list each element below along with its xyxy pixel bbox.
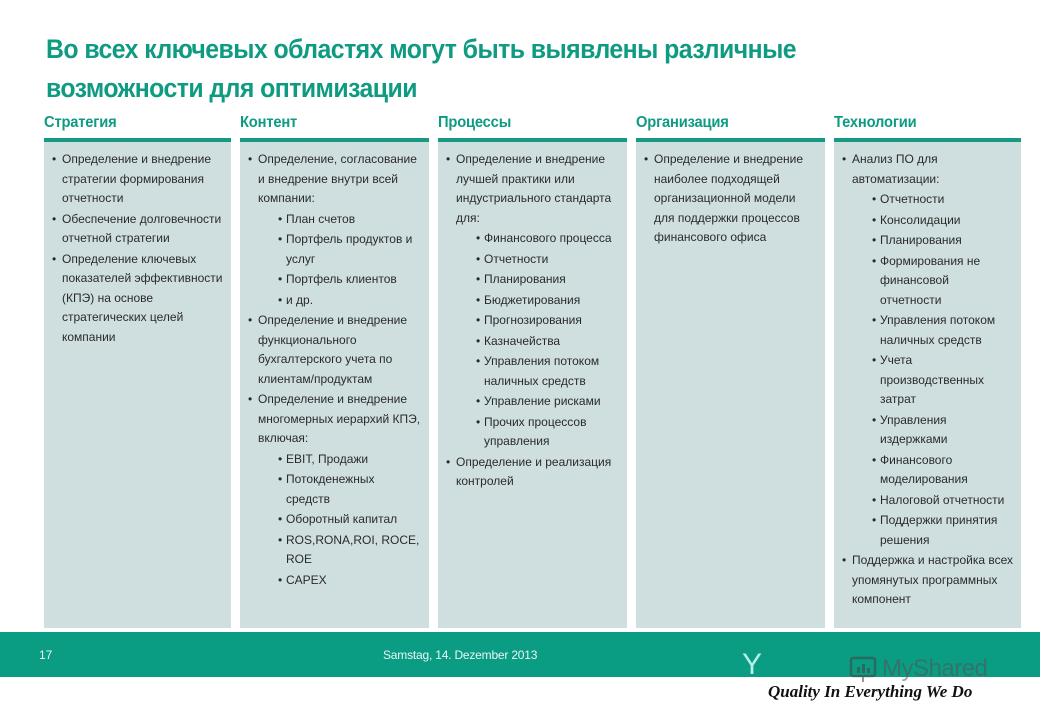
list-item-text: Бюджетирования: [484, 292, 581, 307]
list-item-text: Налоговой отчетности: [880, 492, 1005, 507]
list-item: [52, 150, 223, 209]
list-item-text: Определение и внедрение наиболее подходящей организационной модели для поддержки процессов финансового офиса: [654, 152, 804, 244]
bullet-icon: •: [52, 152, 57, 166]
bullet-icon: •: [872, 452, 877, 467]
bullet-icon: •: [476, 292, 481, 307]
list-item-text: ROS,RONA,ROI, ROCE, ROE: [286, 532, 420, 566]
sub-list-item: [842, 311, 1013, 350]
list-item-text: Управления потоком наличных средств: [880, 313, 996, 347]
list-item-text: Обеспечение долговечности отчетной стратегии: [62, 211, 222, 245]
watermark-text: MyShared: [882, 655, 988, 682]
list-item-text: Определение, согласование и внедрение внутри всей компании:: [258, 152, 417, 205]
sub-list-item: [842, 511, 1013, 550]
sub-list-item: [248, 210, 421, 230]
logo-mark: Y: [742, 648, 763, 681]
sub-list-item: [446, 229, 619, 249]
sub-list-item: [446, 392, 619, 412]
list-item-text: Определение и внедрение многомерных иерархий КПЭ, включая:: [258, 392, 421, 445]
list-item: [644, 150, 817, 248]
bullet-icon: •: [446, 152, 451, 166]
column-heading: Технологии: [834, 114, 917, 131]
sub-list-item: [446, 413, 619, 452]
column-technologies: [834, 112, 1021, 628]
bullet-icon: •: [872, 353, 877, 367]
list-item-text: EBIT, Продажи: [286, 451, 369, 466]
list-item: [446, 150, 619, 228]
list-item-text: Формирования не финансовой отчетности: [880, 253, 981, 307]
bullet-icon: •: [872, 492, 877, 507]
sub-list-item: [446, 352, 619, 391]
watermark: [848, 655, 987, 683]
list-item-text: Финансового моделирования: [880, 452, 968, 486]
column-heading: Стратегия: [44, 114, 117, 131]
bullet-icon: •: [476, 333, 481, 348]
column-heading: Контент: [240, 114, 298, 131]
bullet-icon: •: [278, 211, 283, 226]
list-item-text: и др.: [286, 292, 314, 307]
list-item: [248, 311, 421, 389]
bullet-icon: •: [278, 512, 283, 526]
list-item-text: Планирования: [484, 272, 566, 286]
list-item-text: Портфель продуктов и услуг: [286, 232, 413, 266]
bullet-icon: •: [872, 212, 877, 227]
sub-list-item: [842, 411, 1013, 450]
sub-list-item: [248, 470, 421, 509]
column-content: [240, 112, 429, 628]
sub-list-item: [248, 531, 421, 570]
column-body: [438, 142, 627, 628]
page-number: 17: [39, 648, 53, 662]
list-item-text: Финансового процесса: [484, 231, 612, 245]
list-item: [842, 150, 1013, 189]
bullet-icon: •: [446, 454, 451, 469]
slide-title: Во всех ключевых областях могут быть выявлены различные возможности для оптимизации: [46, 34, 797, 103]
list-item-text: Анализ ПО для автоматизации:: [852, 152, 940, 186]
list-item-text: Управление рисками: [484, 394, 601, 408]
list-item-text: Определение и внедрение лучшей практики или индустриального стандарта для:: [456, 152, 612, 225]
list-item-text: Потокденежных средств: [286, 472, 375, 506]
sub-list-item: [842, 491, 1013, 511]
list-item-text: Прогнозирования: [484, 313, 582, 327]
footer-date: Samstag, 14. Dezember 2013: [383, 648, 538, 662]
list-item-text: Отчетности: [484, 251, 549, 266]
bullet-icon: •: [278, 472, 283, 486]
sub-list-item: [248, 230, 421, 269]
list-item-text: Консолидации: [880, 212, 961, 227]
bullet-icon: •: [52, 211, 57, 226]
list-item-text: Поддержки принятия решения: [880, 513, 998, 547]
sub-list-item: [842, 252, 1013, 311]
bullet-icon: •: [476, 231, 481, 245]
bullet-icon: •: [248, 313, 253, 327]
column-strategy: [44, 112, 231, 628]
bullet-icon: •: [872, 513, 877, 527]
bullet-icon: •: [872, 233, 877, 247]
bullet-icon: •: [278, 292, 283, 307]
list-item-text: CAPEX: [286, 572, 327, 587]
sub-list-item: [842, 231, 1013, 251]
list-item-text: Управления потоком наличных средств: [484, 354, 600, 388]
list-item-text: Прочих процессов управления: [484, 414, 587, 448]
bullet-icon: •: [476, 313, 481, 327]
sub-list-item: [248, 571, 421, 591]
bullet-icon: •: [872, 253, 877, 268]
sub-list-item: [446, 291, 619, 311]
list-item: [842, 551, 1013, 610]
list-item-text: Отчетности: [880, 192, 945, 206]
bullet-icon: •: [278, 451, 283, 466]
bullet-icon: •: [278, 572, 283, 587]
sub-list-item: [248, 291, 421, 311]
bullet-icon: •: [476, 414, 481, 429]
list-item: [52, 210, 223, 249]
bullet-icon: •: [476, 394, 481, 408]
bullet-icon: •: [872, 412, 877, 427]
list-item-text: Учета производственных затрат: [880, 353, 984, 406]
slogan: Quality In Everything We Do: [768, 682, 973, 701]
bullet-icon: •: [476, 251, 481, 266]
bullet-icon: •: [52, 251, 57, 266]
list-item-text: Портфель клиентов: [286, 272, 397, 286]
bullet-icon: •: [476, 354, 481, 368]
bullet-icon: •: [644, 152, 649, 166]
bullet-icon: •: [842, 152, 847, 166]
sub-list-item: [842, 351, 1013, 410]
list-item-text: Определение и внедрение стратегии формирования отчетности: [62, 152, 212, 205]
sub-list-item: [446, 250, 619, 270]
bullet-icon: •: [278, 532, 283, 547]
list-item-text: План счетов: [286, 211, 356, 226]
bullet-icon: •: [476, 272, 481, 286]
list-item-text: Планирования: [880, 233, 962, 247]
presentation-chart-icon: [848, 655, 878, 683]
bullet-icon: •: [278, 232, 283, 246]
list-item-text: Управления издержками: [880, 412, 948, 446]
sub-list-item: [842, 451, 1013, 490]
sub-list-item: [842, 190, 1013, 210]
sub-list-item: [248, 450, 421, 470]
bullet-icon: •: [248, 152, 253, 166]
list-item-text: Поддержка и настройка всех упомянутых программных компонент: [852, 553, 1013, 606]
column-body: [240, 142, 429, 628]
sub-list-item: [446, 270, 619, 290]
list-item-text: Казначейства: [484, 333, 561, 348]
list-item: [248, 150, 421, 209]
bullet-icon: •: [872, 313, 877, 327]
sub-list-item: [446, 311, 619, 331]
sub-list-item: [248, 270, 421, 290]
column-body: [834, 142, 1021, 628]
bullet-icon: •: [842, 553, 847, 567]
column-processes: [438, 112, 627, 628]
column-heading: Организация: [636, 114, 729, 131]
sub-list-item: [842, 211, 1013, 231]
bullet-icon: •: [872, 192, 877, 206]
list-item: [52, 250, 223, 348]
list-item-text: Определение ключевых показателей эффективности (КПЭ) на основе стратегических целей компании: [62, 251, 223, 344]
column-heading: Процессы: [438, 114, 512, 131]
list-item: [446, 453, 619, 492]
column-body: [636, 142, 825, 628]
list-item-text: Оборотный капитал: [286, 512, 398, 526]
bullet-icon: •: [248, 392, 253, 406]
sub-list-item: [248, 510, 421, 530]
bullet-icon: •: [278, 272, 283, 286]
column-organization: [636, 112, 825, 628]
list-item: [248, 390, 421, 449]
column-body: [44, 142, 231, 628]
sub-list-item: [446, 332, 619, 352]
list-item-text: Определение и реализация контролей: [456, 454, 612, 488]
list-item-text: Определение и внедрение функционального бухгалтерского учета по клиентам/продуктам: [258, 313, 408, 386]
